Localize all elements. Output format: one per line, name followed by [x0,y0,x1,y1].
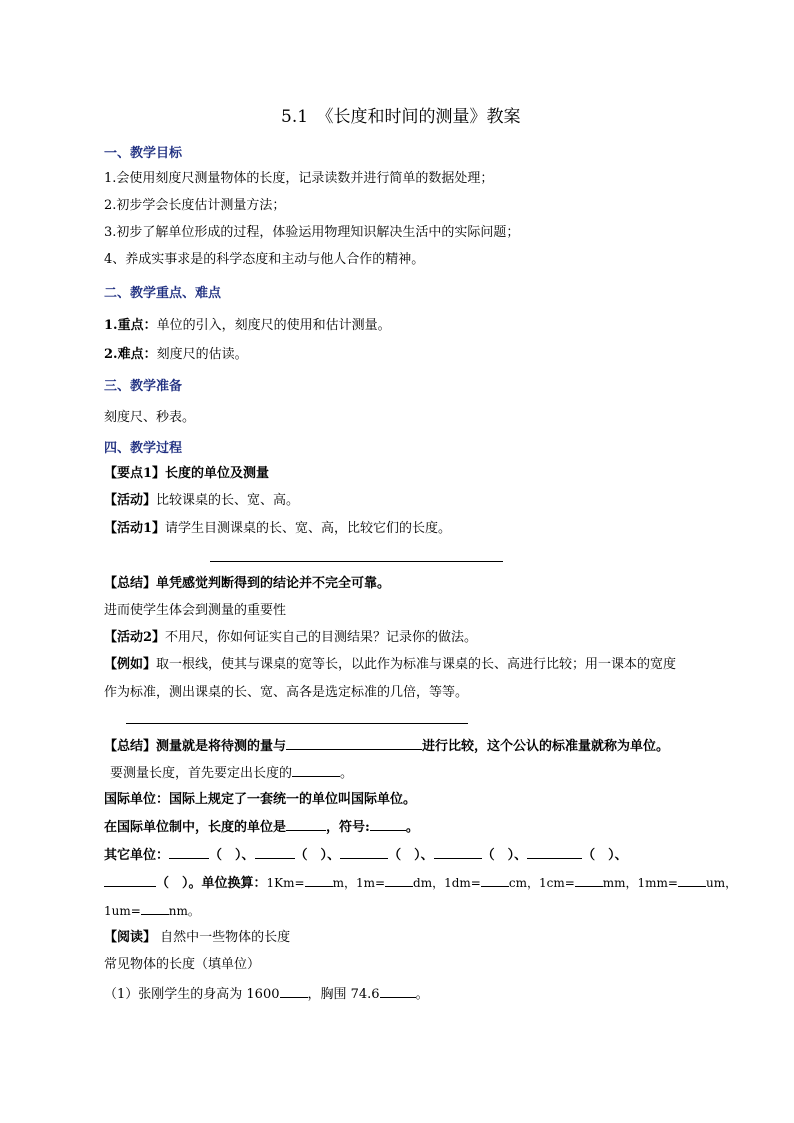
other-unit-blank-4[interactable] [434,846,482,859]
si-text-a: 在国际单位制中，长度的单位是 [104,820,287,835]
separator: 、 [241,848,255,863]
conv-um-unit: nm。 [168,904,200,918]
summary1-line [104,575,390,593]
other-unit-symbol-2: （ ） [294,848,328,863]
reading-label: 【阅读】 [104,930,157,945]
length-unit-blank[interactable] [292,764,340,777]
height-unit-blank[interactable] [280,985,308,998]
other-units-line [104,846,628,865]
activity-line [104,492,299,510]
example-label: 【例如】 [104,657,157,672]
other-unit-symbol-4: （ ） [481,848,515,863]
other-unit-blank-6[interactable] [104,874,156,887]
example-line-1 [104,656,676,674]
conversion-label: 。单位换算： [188,876,267,891]
conv-dm-blank[interactable] [481,874,509,887]
answer-line-1[interactable] [210,561,503,562]
si-symbol-blank[interactable] [370,818,406,831]
conv-m-blank[interactable] [385,874,413,887]
summary1-label: 【总结】 [104,576,157,591]
conv-m-label: 1m= [355,876,386,890]
activity-text: 比较课桌的长、宽、高。 [156,493,300,508]
standard-blank[interactable] [286,737,422,750]
conv-um-label: 1um= [104,904,141,918]
other-unit-symbol-1: （ ） [209,848,242,863]
conv-km-label: 1Km= [266,876,305,890]
common-objects-line: 常见物体的长度（填单位） [104,957,261,972]
activity1-label: 【活动1】 [104,521,166,536]
goal-item-4: 4、养成实事求是的科学态度和主动与他人合作的精神。 [104,252,425,267]
summary2-line [104,737,669,756]
activity2-text: 不用尺，你如何证实自己的目测结果？记录你的做法。 [165,630,478,645]
difficulty-line [104,346,248,364]
conv-m-unit: dm， [413,876,445,890]
section-heading-prep: 三、教学准备 [104,379,183,394]
goal-item-1: 1.会使用刻度尺测量物体的长度，记录读数并进行简单的数据处理； [104,171,494,186]
question-1-text-a: （1）张刚学生的身高为 1600 [104,987,280,1002]
summary2-label: 【总结】 [104,739,157,754]
conv-dm-unit: cm， [508,876,539,890]
section-heading-process: 四、教学过程 [104,441,183,456]
example-text-1: 取一根线，使其与课桌的宽等长，以此作为标准与课桌的长、高进行比较；用一课本的宽度 [156,657,677,672]
section-heading-key-points: 二、教学重点、难点 [104,286,222,301]
other-unit-blank-1[interactable] [169,846,209,859]
conv-dm-label: 1dm= [444,876,481,890]
activity1-text: 请学生目测课桌的长、宽、高，比较它们的长度。 [165,521,452,536]
si-unit-blank[interactable] [286,818,326,831]
length-unit-text-a: 要测量长度，首先要定出长度的 [110,766,293,781]
separator: 、 [420,848,434,863]
conv-mm-blank[interactable] [678,874,706,887]
separator: 、 [327,848,341,863]
other-unit-blank-2[interactable] [255,846,295,859]
separator: 、 [514,848,528,863]
activity2-label: 【活动2】 [104,630,166,645]
summary2-text-a: 测量就是将待测的量与 [156,739,287,754]
summary1-text: 单凭感觉判断得到的结论并不完全可靠。 [156,576,391,591]
activity2-line [104,629,477,647]
question-1-text-c: 。 [415,987,429,1002]
question-1-text-b: ，胸围 74.6 [307,987,380,1002]
intl-unit-line: 国际单位：国际上规定了一套统一的单位叫国际单位。 [104,792,417,807]
conv-cm-unit: mm， [602,876,638,890]
length-unit-text-b: 。 [340,766,354,781]
summary2-text-b: 进行比较，这个公认的标准量就称为单位。 [422,739,670,754]
key-point-line [104,317,391,335]
point1-text: 长度的单位及测量 [165,466,270,481]
prep-text: 刻度尺、秒表。 [104,410,196,425]
question-1-line [104,985,429,1004]
si-text-b: ，符号: [326,820,370,835]
conv-cm-label: 1cm= [538,876,575,890]
si-unit-line [104,818,419,837]
key-point-label: 1.重点： [104,318,157,333]
point1-line [104,465,269,483]
summary1-follow: 进而使学生体会到测量的重要性 [104,603,287,618]
other-units-label: 其它单位： [104,848,170,863]
difficulty-label: 2.难点： [104,347,157,362]
other-unit-symbol-3: （ ） [388,848,421,863]
conv-mm-unit: um， [705,876,738,890]
conv-km-unit: m， [332,876,356,890]
conv-km-blank[interactable] [305,874,333,887]
example-text-2: 作为标准，测出课桌的长、宽、高各是选定标准的几倍，等等。 [104,685,469,700]
conversion-line-2 [104,902,200,920]
chest-unit-blank[interactable] [380,985,416,998]
key-point-text: 单位的引入，刻度尺的使用和估计测量。 [156,318,391,333]
conv-cm-blank[interactable] [575,874,603,887]
section-heading-goals: 一、教学目标 [104,146,183,161]
separator: 、 [614,848,628,863]
goal-item-3: 3.初步了解单位形成的过程，体验运用物理知识解决生活中的实际问题； [104,225,520,240]
length-unit-line [110,764,353,783]
other-unit-symbol-5: （ ） [582,848,615,863]
conv-um-blank[interactable] [141,902,169,915]
conversion-line [104,874,737,893]
answer-line-2[interactable] [126,723,468,724]
other-unit-blank-3[interactable] [340,846,388,859]
other-unit-symbol-6: （ ） [156,876,189,891]
goal-item-2: 2.初步学会长度估计测量方法； [104,198,286,213]
reading-text: 自然中一些物体的长度 [156,930,291,945]
activity1-line [104,520,451,538]
other-unit-blank-5[interactable] [527,846,582,859]
page-title: 5.1 《长度和时间的测量》教案 [281,107,521,127]
reading-line [104,929,290,947]
point1-label: 【要点1】 [104,466,166,481]
conv-mm-label: 1mm= [637,876,678,890]
activity-label: 【活动】 [104,493,157,508]
difficulty-text: 刻度尺的估读。 [156,347,248,362]
si-text-c: 。 [405,820,419,835]
